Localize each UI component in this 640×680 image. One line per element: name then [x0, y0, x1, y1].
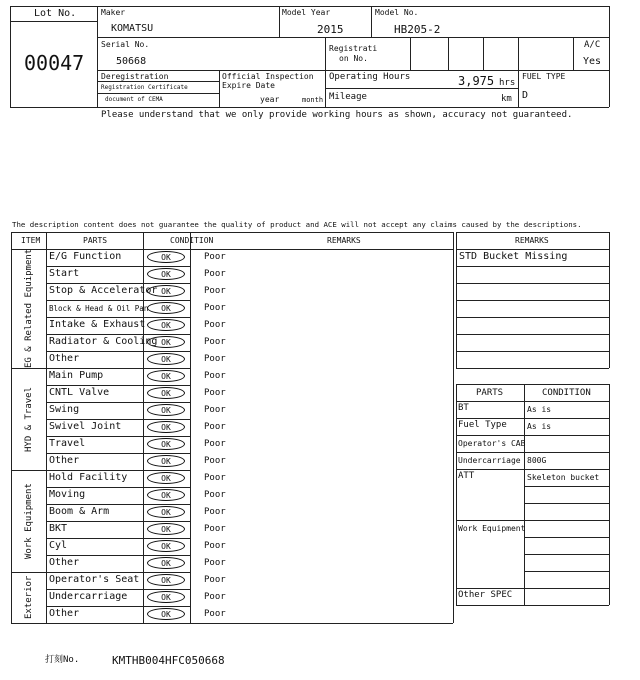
fuel-type-value: D — [522, 90, 529, 101]
operating-hours-label: Operating Hours — [329, 72, 411, 82]
ok-mark: OK — [147, 557, 185, 569]
part-name: Main Pump — [49, 370, 104, 381]
poor-label: Poor — [204, 286, 226, 296]
part-name: Boom & Arm — [49, 506, 110, 517]
poor-label: Poor — [204, 541, 226, 551]
part-name: Cyl — [49, 540, 68, 551]
right-part-name: Other SPEC — [458, 590, 513, 600]
engraving-no-label: 打刻No. — [45, 655, 80, 665]
poor-label: Poor — [204, 252, 226, 262]
part-name: Other — [49, 353, 80, 364]
part-name: Stop & Accelerator — [49, 285, 158, 296]
inspection-label-1: Official Inspection — [222, 72, 314, 81]
ok-mark: OK — [147, 404, 185, 416]
table-row — [46, 521, 453, 538]
model-no-label: Model No. — [375, 8, 419, 17]
poor-label: Poor — [204, 405, 226, 415]
registration-certificate-label: Registration Certificate — [101, 84, 188, 91]
model-no-value: HB205-2 — [394, 23, 441, 36]
km-label: km — [501, 94, 512, 104]
part-name: Swivel Joint — [49, 421, 122, 432]
col-item-header: ITEM — [21, 236, 41, 245]
poor-label: Poor — [204, 490, 226, 500]
right-condition-header: CONDITION — [542, 388, 591, 398]
part-name: Hold Facility — [49, 472, 128, 483]
part-name: BKT — [49, 523, 68, 534]
ok-mark: OK — [147, 506, 185, 518]
mileage-label: Mileage — [329, 92, 367, 102]
group-label: EG & Related Equipment — [24, 248, 34, 369]
lot-no-value: 00047 — [24, 51, 85, 75]
part-name: Start — [49, 268, 80, 279]
part-name: Block & Head & Oil Pan — [49, 304, 149, 313]
ac-label: A/C — [584, 40, 601, 50]
poor-label: Poor — [204, 371, 226, 381]
part-name: Other — [49, 455, 80, 466]
poor-label: Poor — [204, 473, 226, 483]
part-name: Moving — [49, 489, 86, 500]
poor-label: Poor — [204, 337, 226, 347]
poor-label: Poor — [204, 609, 226, 619]
ok-mark: OK — [147, 540, 185, 552]
right-remarks-line: STD Bucket Missing — [459, 251, 568, 262]
ok-mark: OK — [147, 370, 185, 382]
table-row — [46, 538, 453, 555]
part-name: Travel — [49, 438, 86, 449]
group-label: HYD & Travel — [24, 386, 34, 452]
deregistration-label: Deregistration — [101, 72, 169, 81]
part-name: Other — [49, 608, 80, 619]
maker-value: KOMATSU — [111, 23, 154, 34]
serial-no-label: Serial No. — [101, 40, 150, 49]
table-row — [46, 351, 453, 368]
col-condition-header: CONDITION — [170, 236, 214, 245]
ok-mark: OK — [147, 591, 185, 603]
poor-label: Poor — [204, 507, 226, 517]
month-label: month — [302, 96, 324, 104]
poor-label: Poor — [204, 269, 226, 279]
poor-label: Poor — [204, 592, 226, 602]
right-part-name: Work Equipment — [458, 524, 526, 533]
poor-label: Poor — [204, 524, 226, 534]
ok-mark: OK — [147, 438, 185, 450]
poor-label: Poor — [204, 456, 226, 466]
group-label: Work Equipment — [24, 483, 34, 559]
right-part-condition: As is — [527, 422, 552, 431]
inspection-label-2: Expire Date — [222, 81, 275, 90]
registration-label-2: on No. — [339, 54, 368, 63]
operating-hours-value: 3,975 — [458, 74, 495, 88]
ok-mark: OK — [147, 387, 185, 399]
ok-mark: OK — [147, 285, 185, 297]
right-part-name: BT — [458, 403, 469, 413]
part-name: Other — [49, 557, 80, 568]
part-name: Swing — [49, 404, 80, 415]
table-row — [46, 606, 453, 623]
right-part-condition: As is — [527, 405, 552, 414]
poor-label: Poor — [204, 320, 226, 330]
ok-mark: OK — [147, 302, 185, 314]
right-part-condition: Skeleton bucket — [527, 473, 600, 482]
right-part-name: Operator's CAB — [458, 439, 526, 448]
ok-mark: OK — [147, 336, 185, 348]
part-name: Operator's Seat — [49, 574, 140, 585]
accuracy-note: Please understand that we only provide working hours as shown, accuracy not guaranteed. — [101, 110, 573, 120]
table-row — [46, 266, 453, 283]
part-name: Intake & Exhaust — [49, 319, 146, 330]
document-cema-label: document of CEMA — [105, 96, 163, 103]
table-row — [46, 555, 453, 572]
col-parts-header: PARTS — [83, 236, 108, 245]
poor-label: Poor — [204, 575, 226, 585]
lot-no-label: Lot No. — [34, 8, 77, 19]
ok-mark: OK — [147, 455, 185, 467]
ac-value: Yes — [583, 56, 602, 67]
poor-label: Poor — [204, 422, 226, 432]
table-row — [46, 436, 453, 453]
right-part-condition: 800G — [527, 456, 547, 465]
part-name: Undercarriage — [49, 591, 128, 602]
ok-mark: OK — [147, 489, 185, 501]
col-remarks-header: REMARKS — [327, 236, 361, 245]
serial-no-value: 50668 — [116, 56, 147, 67]
year-label: year — [260, 95, 280, 104]
ok-mark: OK — [147, 472, 185, 484]
ok-mark: OK — [147, 523, 185, 535]
poor-label: Poor — [204, 439, 226, 449]
poor-label: Poor — [204, 558, 226, 568]
ok-mark: OK — [147, 353, 185, 365]
table-row — [46, 368, 453, 385]
right-part-name: Fuel Type — [458, 420, 507, 430]
fuel-type-label: FUEL TYPE — [522, 72, 566, 81]
part-name: Radiator & Cooling — [49, 336, 158, 347]
engraving-no-value: KMTHB004HFC050668 — [112, 654, 225, 667]
model-year-label: Model Year — [282, 8, 331, 17]
table-row — [46, 402, 453, 419]
hrs-label: hrs — [499, 78, 516, 88]
model-year-value: 2015 — [317, 23, 344, 36]
poor-label: Poor — [204, 303, 226, 313]
part-name: CNTL Valve — [49, 387, 110, 398]
disclaimer-text: The description content does not guarantee the quality of product and ACE will not accept any claims caused by the descriptions. — [12, 220, 582, 229]
registration-label-1: Registrati — [329, 44, 378, 53]
part-name: E/G Function — [49, 251, 122, 262]
right-remarks-header: REMARKS — [515, 236, 549, 245]
table-row — [46, 487, 453, 504]
right-parts-header: PARTS — [476, 388, 504, 398]
group-label: Exterior — [24, 575, 34, 620]
ok-mark: OK — [147, 421, 185, 433]
right-part-name: ATT — [458, 471, 475, 481]
ok-mark: OK — [147, 574, 185, 586]
ok-mark: OK — [147, 319, 185, 331]
right-part-name: Undercarriage — [458, 456, 521, 465]
maker-label: Maker — [101, 8, 126, 17]
ok-mark: OK — [147, 251, 185, 263]
table-row — [46, 453, 453, 470]
poor-label: Poor — [204, 388, 226, 398]
ok-mark: OK — [147, 608, 185, 620]
poor-label: Poor — [204, 354, 226, 364]
ok-mark: OK — [147, 268, 185, 280]
